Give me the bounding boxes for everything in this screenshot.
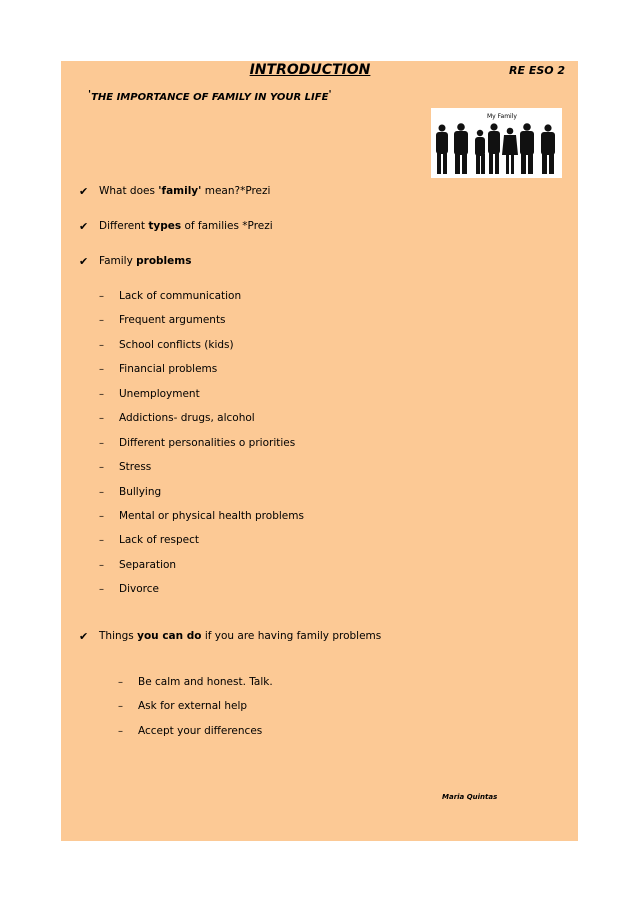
bullet-text: mean?*Prezi	[201, 185, 271, 197]
page-background	[61, 61, 578, 841]
dash-icon: –	[99, 315, 104, 326]
problem-item: Bullying	[119, 486, 162, 498]
problem-item: School conflicts (kids)	[119, 339, 234, 351]
dash-icon: –	[99, 413, 104, 424]
problem-item: Lack of respect	[119, 534, 199, 546]
bullet-bold-text: 'family'	[158, 185, 202, 197]
problem-item: Stress	[119, 461, 152, 473]
problem-item: Divorce	[119, 583, 159, 595]
family-silhouette-image	[431, 108, 562, 178]
problem-item: Addictions- drugs, alcohol	[119, 412, 255, 424]
problem-item: Frequent arguments	[119, 314, 226, 326]
check-icon: ✔	[79, 220, 89, 233]
subtitle-close-quote: '	[328, 89, 332, 100]
dash-icon: –	[99, 291, 104, 302]
bullet-bold-text: types	[148, 220, 182, 232]
dash-icon: –	[99, 340, 104, 351]
page-title: INTRODUCTION	[249, 62, 371, 78]
dash-icon: –	[99, 389, 104, 400]
bullet-text: What does	[99, 185, 159, 197]
subtitle	[88, 89, 332, 104]
course-label: RE ESO 2	[509, 64, 566, 77]
problem-item: Separation	[119, 559, 177, 571]
bullet-text: if you are having family problems	[201, 630, 382, 642]
solution-item: Accept your differences	[138, 725, 263, 737]
solution-item: Ask for external help	[138, 700, 248, 712]
problem-item: Different personalities o priorities	[119, 437, 296, 449]
bullet-family-problems	[99, 255, 191, 268]
bullet-text: Different	[99, 220, 149, 232]
bullet-text: Things	[99, 630, 138, 642]
check-icon: ✔	[79, 255, 89, 268]
problem-item: Unemployment	[119, 388, 200, 400]
family-silhouette-graphic	[431, 108, 562, 178]
bullet-bold-text: you can do	[137, 630, 202, 642]
check-icon: ✔	[79, 630, 89, 643]
dash-icon: –	[99, 511, 104, 522]
problem-item: Lack of communication	[119, 290, 242, 302]
dash-icon: –	[99, 535, 104, 546]
bullet-family-meaning	[99, 185, 270, 198]
bullet-bold-text: problems	[136, 255, 192, 267]
dash-icon: –	[118, 701, 123, 712]
bullet-text: Family	[99, 255, 137, 267]
dash-icon: –	[99, 438, 104, 449]
dash-icon: –	[99, 584, 104, 595]
dash-icon: –	[118, 726, 123, 737]
problem-item: Financial problems	[119, 363, 218, 375]
bullet-family-types	[99, 220, 273, 233]
dash-icon: –	[99, 364, 104, 375]
dash-icon: –	[99, 462, 104, 473]
dash-icon: –	[118, 677, 123, 688]
dash-icon: –	[99, 487, 104, 498]
check-icon: ✔	[79, 185, 89, 198]
subtitle-open-quote: '	[88, 89, 92, 100]
image-caption: My Family	[487, 113, 517, 120]
subtitle-text: THE IMPORTANCE OF FAMILY IN YOUR LIFE	[91, 92, 329, 103]
solution-item: Be calm and honest. Talk.	[138, 676, 273, 688]
problem-item: Mental or physical health problems	[119, 510, 304, 522]
dash-icon: –	[99, 560, 104, 571]
bullet-text: of families *Prezi	[181, 220, 273, 232]
bullet-things-you-can-do	[99, 630, 381, 643]
author-name: Maria Quintas	[442, 793, 498, 801]
